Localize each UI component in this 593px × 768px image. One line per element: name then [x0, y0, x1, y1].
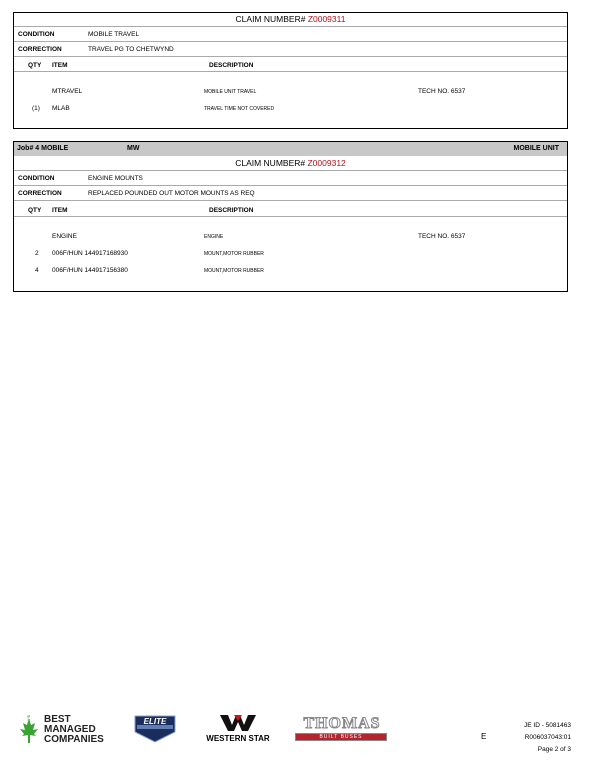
job-header-bar — [14, 142, 567, 156]
item-cell: MLAB — [52, 105, 70, 112]
description-cell: TRAVEL TIME NOT COVERED — [204, 106, 275, 112]
logo-line-1: BEST — [44, 714, 71, 725]
item-header: ITEM — [52, 62, 68, 69]
description-cell: MOUNT,MOTOR RUBBER — [204, 268, 264, 274]
elite-text: ELITE — [143, 717, 167, 726]
job-unit: MOBILE UNIT — [513, 145, 559, 152]
qty-cell: 2 — [35, 250, 39, 257]
tech-cell: TECH NO. 6537 — [418, 233, 466, 240]
logo-line-2: MANAGED — [44, 724, 96, 735]
description-header: DESCRIPTION — [209, 62, 254, 69]
claim-number-label: CLAIM NUMBER# — [235, 14, 306, 24]
correction-label: CORRECTION — [18, 46, 62, 53]
claim-box-2 — [13, 141, 568, 292]
logo-line-3: COMPANIES — [44, 734, 104, 745]
qty-cell: (1) — [32, 105, 40, 112]
western-star-text: WESTERN STAR — [206, 734, 270, 743]
claim-box-1 — [13, 12, 568, 129]
reference-number: R006037043:01 — [524, 734, 571, 741]
logo-vertical-text: CANADA'S — [26, 715, 31, 736]
condition-label: CONDITION — [18, 31, 55, 38]
footer-letter: E — [481, 732, 487, 741]
description-cell: MOUNT,MOTOR RUBBER — [204, 251, 264, 257]
thomas-built-buses-logo — [293, 715, 391, 743]
job-code: MW — [127, 145, 140, 152]
item-cell: 006F/HUN 144917168930 — [52, 250, 128, 257]
condition-value: ENGINE MOUNTS — [88, 175, 143, 182]
claim-number-line — [14, 158, 567, 168]
tech-cell: TECH NO. 6537 — [418, 88, 466, 95]
western-star-logo — [200, 713, 276, 745]
claim-number-line — [14, 14, 567, 24]
correction-label: CORRECTION — [18, 190, 62, 197]
qty-header: QTY — [28, 207, 42, 214]
condition-label: CONDITION — [18, 175, 55, 182]
description-header: DESCRIPTION — [209, 207, 254, 214]
item-header: ITEM — [52, 207, 68, 214]
job-label: Job# 4 MOBILE — [17, 145, 69, 152]
correction-value: REPLACED POUNDED OUT MOTOR MOUNTS AS REQ — [88, 190, 255, 197]
item-cell: MTRAVEL — [52, 88, 83, 95]
thomas-subtext: BUILT BUSES — [319, 734, 363, 740]
condition-value: MOBILE TRAVEL — [88, 31, 140, 38]
page-number: Page 2 of 3 — [537, 746, 571, 753]
claim-number-value: Z0009311 — [307, 14, 346, 24]
correction-value: TRAVEL PG TO CHETWYND — [88, 46, 174, 53]
description-cell: MOBILE UNIT TRAVEL — [204, 89, 257, 95]
description-cell: ENGINE — [204, 234, 224, 240]
je-id: JE ID - 5081463 — [524, 722, 571, 729]
qty-header: QTY — [28, 62, 42, 69]
western-star-w-icon — [218, 713, 258, 733]
claim-number-value: Z0009312 — [307, 158, 346, 168]
item-cell: 006F/HUN 144917156380 — [52, 267, 128, 274]
claim-number-label: CLAIM NUMBER# — [235, 158, 306, 168]
thomas-text: THOMAS — [303, 715, 381, 732]
qty-cell: 4 — [35, 267, 39, 274]
best-managed-companies-logo — [16, 713, 116, 745]
elite-badge-logo — [131, 714, 179, 744]
item-cell: ENGINE — [52, 233, 77, 240]
page-footer — [0, 700, 593, 768]
